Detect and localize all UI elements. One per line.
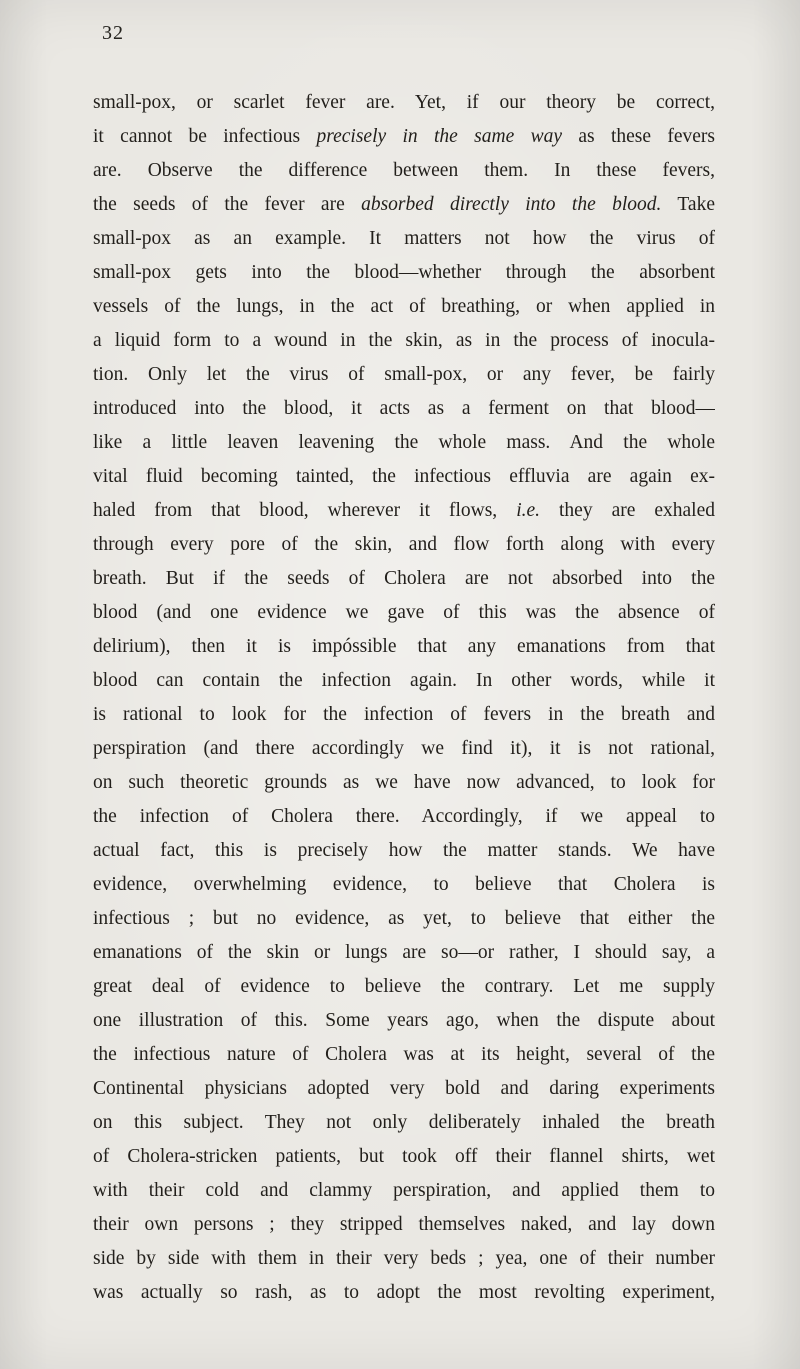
text-line (93, 1004, 715, 1038)
body-text-segment: one illustration of this. Some years ago, when the dispute about (93, 1010, 715, 1031)
text-line (93, 256, 715, 290)
body-text-segment: are. Observe the difference between them. In these fevers, (93, 160, 715, 181)
text-line (93, 1174, 715, 1208)
text-line (93, 868, 715, 902)
body-text-segment: the infectious nature of Cholera was at its height, several of the (93, 1044, 715, 1065)
text-line (93, 154, 715, 188)
text-line (93, 834, 715, 868)
text-line (93, 222, 715, 256)
text-line (93, 1038, 715, 1072)
text-line (93, 460, 715, 494)
text-line (93, 392, 715, 426)
italic-text: precisely in the same way (316, 126, 563, 147)
body-text-segment: delirium), then it is impóssible that any emanations from that (93, 636, 715, 657)
body-text-segment: small-pox as an example. It matters not how the virus of (93, 228, 715, 249)
body-text-segment: like a little leaven leavening the whole mass. And the whole (93, 432, 715, 453)
italic-text: absorbed directly into the blood. (361, 194, 662, 215)
body-text-segment: tion. Only let the virus of small-pox, or any fever, be fairly (93, 364, 715, 385)
text-line (93, 1208, 715, 1242)
body-text-segment: on this subject. They not only deliberately inhaled the breath (93, 1112, 715, 1133)
body-text-segment: blood (and one evidence we gave of this was the absence of (93, 602, 715, 623)
body-text-segment: with their cold and clammy perspiration, and applied them to (93, 1180, 715, 1201)
text-line (93, 596, 715, 630)
text-line (93, 494, 715, 528)
text-line (93, 732, 715, 766)
text-line (93, 970, 715, 1004)
text-line (93, 562, 715, 596)
body-text-segment: the seeds of the fever are (93, 194, 362, 215)
text-line (93, 188, 715, 222)
body-text-segment: as these fevers (562, 126, 715, 147)
text-line (93, 698, 715, 732)
body-text-segment: vital fluid becoming tainted, the infectious effluvia are again ex- (93, 466, 715, 487)
text-line (93, 800, 715, 834)
text-line (93, 936, 715, 970)
body-text-segment: actual fact, this is precisely how the matter stands. We have (93, 840, 715, 861)
body-text-segment: great deal of evidence to believe the contrary. Let me supply (93, 976, 715, 997)
text-line (93, 902, 715, 936)
text-line (93, 1106, 715, 1140)
body-text-segment: the infection of Cholera there. Accordingly, if we appeal to (93, 806, 715, 827)
text-line (93, 664, 715, 698)
body-text-segment: Continental physicians adopted very bold and daring experiments (93, 1078, 715, 1099)
text-line (93, 766, 715, 800)
text-line (93, 86, 715, 120)
body-text-segment: small-pox, or scarlet fever are. Yet, if our theory be correct, (93, 92, 715, 113)
body-text-segment: haled from that blood, wherever it flows, (93, 500, 517, 521)
body-text-segment: breath. But if the seeds of Cholera are not absorbed into the (93, 568, 715, 589)
body-text-segment: introduced into the blood, it acts as a ferment on that blood— (93, 398, 715, 419)
body-text-segment: it cannot be infectious (93, 126, 317, 147)
text-line (93, 324, 715, 358)
body-text-segment: Take (661, 194, 715, 215)
body-text-segment: through every pore of the skin, and flow forth along with every (93, 534, 715, 555)
body-text-segment: a liquid form to a wound in the skin, as in the process of inocula- (93, 330, 715, 351)
body-text-segment: infectious ; but no evidence, as yet, to believe that either the (93, 908, 715, 929)
text-line (93, 1242, 715, 1276)
body-text-segment: side by side with them in their very beds ; yea, one of their number (93, 1248, 715, 1269)
text-line (93, 426, 715, 460)
body-text-segment: emanations of the skin or lungs are so—or rather, I should say, a (93, 942, 715, 963)
text-line (93, 358, 715, 392)
text-line (93, 1140, 715, 1174)
text-line (93, 120, 715, 154)
body-text-segment: of Cholera-stricken patients, but took off their flannel shirts, wet (93, 1146, 715, 1167)
page-number: 32 (102, 22, 124, 44)
body-text-segment: evidence, overwhelming evidence, to believe that Cholera is (93, 874, 715, 895)
text-line (93, 1072, 715, 1106)
body-text-segment: perspiration (and there accordingly we find it), it is not rational, (93, 738, 715, 759)
body-text-segment: they are exhaled (540, 500, 715, 521)
text-line (93, 528, 715, 562)
body-text-segment: small-pox gets into the blood—whether through the absorbent (93, 262, 715, 283)
body-text-segment: vessels of the lungs, in the act of breathing, or when applied in (93, 296, 715, 317)
italic-text: i.e. (516, 500, 541, 521)
body-text-segment: their own persons ; they stripped themselves naked, and lay down (93, 1214, 715, 1235)
body-text-segment: was actually so rash, as to adopt the most revolting experiment, (93, 1282, 715, 1303)
text-line (93, 630, 715, 664)
body-text-segment: is rational to look for the infection of fevers in the breath and (93, 704, 715, 725)
body-text-segment: blood can contain the infection again. In other words, while it (93, 670, 715, 691)
text-line (93, 290, 715, 324)
text-line (93, 1276, 715, 1310)
page-body (93, 86, 715, 1310)
body-text-segment: on such theoretic grounds as we have now advanced, to look for (93, 772, 715, 793)
